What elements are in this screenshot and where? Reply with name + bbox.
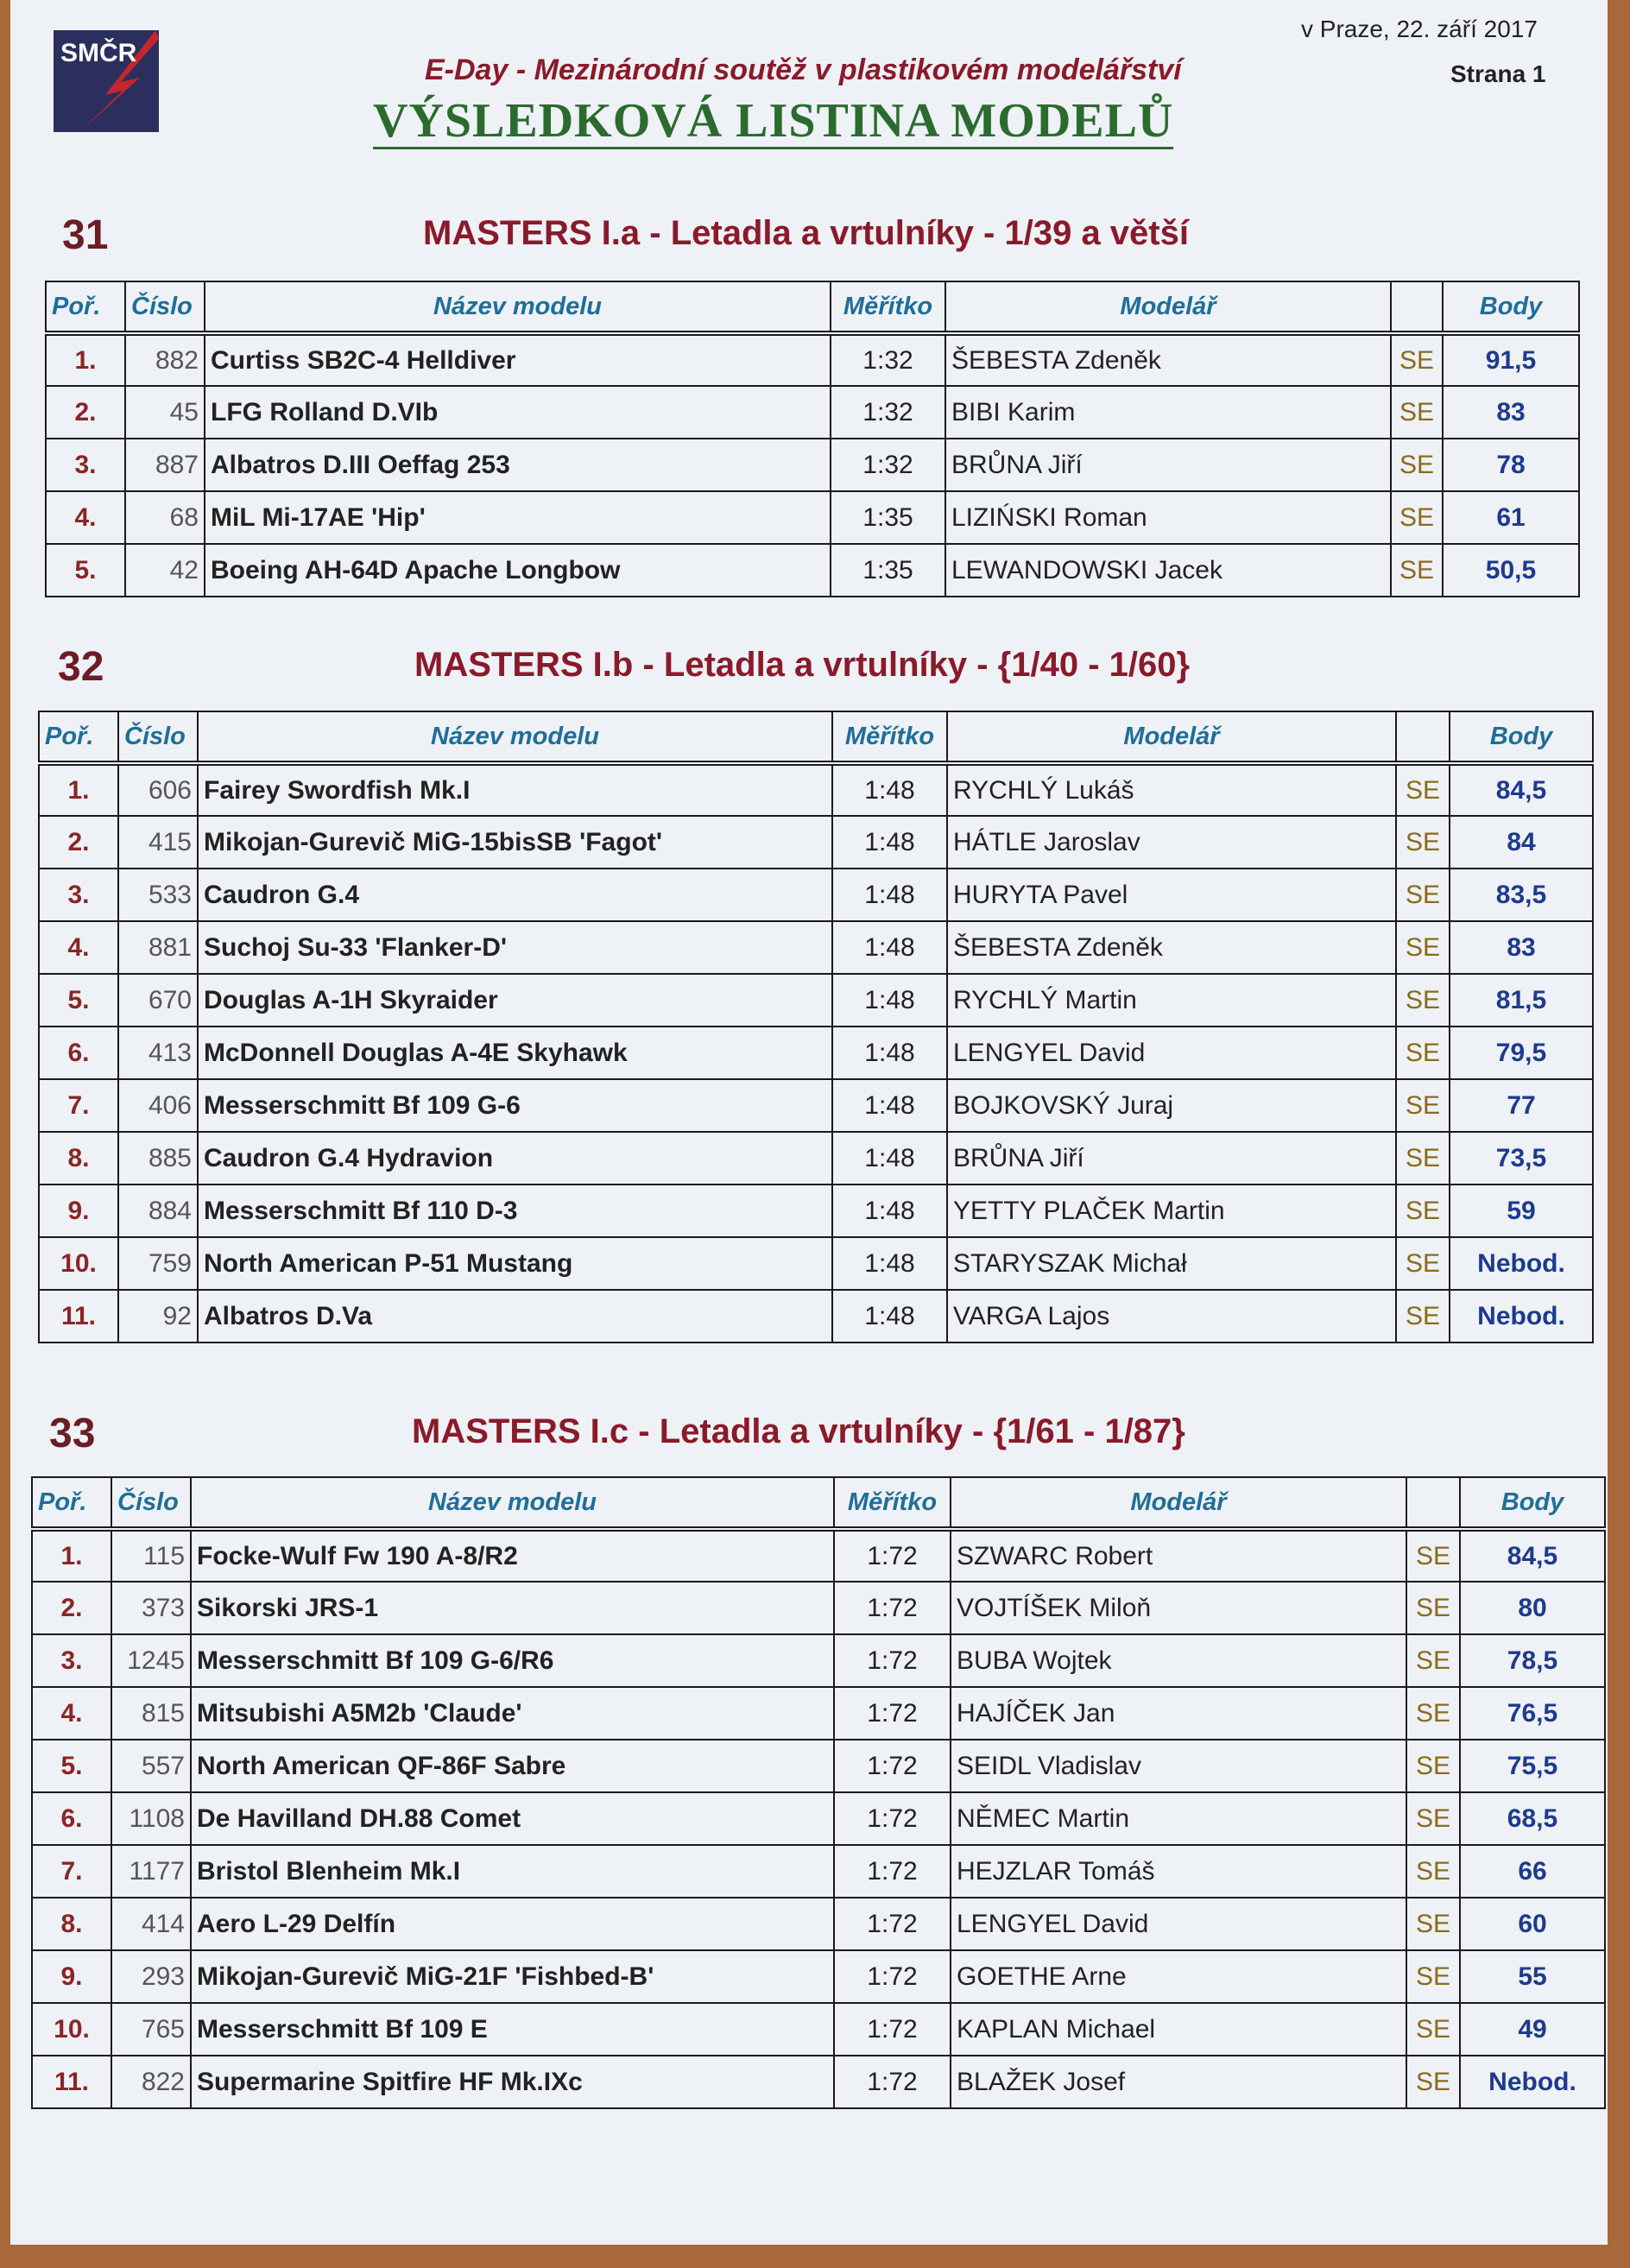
scale-cell: 1:48 [832,1237,947,1290]
modeler-cell: ŠEBESTA Zdeněk [947,921,1396,974]
rank-cell: 4. [39,921,118,974]
column-header-modelar: Modelář [951,1477,1406,1529]
points-cell: 76,5 [1460,1687,1605,1740]
results-table [45,281,1580,597]
rank-cell: 4. [46,491,125,544]
column-header-cislo: Číslo [125,281,205,333]
category-cell: SE [1396,1237,1450,1290]
scale-cell: 1:35 [831,544,945,597]
modeler-cell: LENGYEL David [951,1898,1406,1950]
entry-number-cell: 606 [118,763,198,816]
section-number: 32 [58,644,104,690]
modeler-cell: BOJKOVSKÝ Juraj [947,1079,1396,1132]
section-number: 33 [49,1411,96,1456]
modeler-cell: BRŮNA Jiří [945,439,1391,491]
points-cell: Nebod. [1450,1237,1593,1290]
model-name-cell: Mitsubishi A5M2b 'Claude' [191,1687,834,1740]
column-header-por: Poř. [39,711,118,763]
table-row [39,1237,1593,1290]
column-header-nazev: Název modelu [205,281,831,333]
model-name-cell: Fairey Swordfish Mk.I [198,763,832,816]
rank-cell: 2. [39,816,118,869]
model-name-cell: Albatros D.III Oeffag 253 [205,439,831,491]
model-name-cell: MiL Mi-17AE 'Hip' [205,491,831,544]
column-header-kategorie [1406,1477,1460,1529]
scale-cell: 1:72 [834,1950,951,2003]
scale-cell: 1:32 [831,439,945,491]
table-row [39,1290,1593,1342]
category-cell: SE [1396,869,1450,921]
scale-cell: 1:72 [834,2056,951,2108]
scale-cell: 1:48 [832,816,947,869]
modeler-cell: SZWARC Robert [951,1529,1406,1582]
points-cell: 61 [1443,491,1579,544]
entry-number-cell: 885 [118,1132,198,1185]
table-row [32,1740,1605,1792]
scale-cell: 1:48 [832,763,947,816]
entry-number-cell: 115 [111,1529,191,1582]
category-cell: SE [1406,1634,1460,1687]
rank-cell: 8. [39,1132,118,1185]
rank-cell: 3. [32,1634,111,1687]
column-header-modelar: Modelář [947,711,1396,763]
table-row [32,1845,1605,1898]
entry-number-cell: 670 [118,974,198,1027]
scale-cell: 1:32 [831,333,945,386]
model-name-cell: Douglas A-1H Skyraider [198,974,832,1027]
rank-cell: 4. [32,1687,111,1740]
scale-cell: 1:72 [834,1529,951,1582]
modeler-cell: RYCHLÝ Lukáš [947,763,1396,816]
scale-cell: 1:72 [834,1687,951,1740]
points-cell: 91,5 [1443,333,1579,386]
category-cell: SE [1406,1792,1460,1845]
modeler-cell: VOJTÍŠEK Miloň [951,1582,1406,1634]
points-cell: 59 [1450,1185,1593,1237]
entry-number-cell: 765 [111,2003,191,2056]
entry-number-cell: 293 [111,1950,191,2003]
category-cell: SE [1406,2056,1460,2108]
column-header-por: Poř. [32,1477,111,1529]
table-row [39,921,1593,974]
modeler-cell: YETTY PLAČEK Martin [947,1185,1396,1237]
category-cell: SE [1391,491,1443,544]
rank-cell: 3. [46,439,125,491]
points-cell: 50,5 [1443,544,1579,597]
modeler-cell: LEWANDOWSKI Jacek [945,544,1391,597]
rank-cell: 8. [32,1898,111,1950]
column-header-cislo: Číslo [111,1477,191,1529]
entry-number-cell: 887 [125,439,205,491]
entry-number-cell: 822 [111,2056,191,2108]
logo-text: SMČR [60,39,137,67]
category-cell: SE [1396,1027,1450,1079]
scale-cell: 1:72 [834,2003,951,2056]
column-header-por: Poř. [46,281,125,333]
modeler-cell: NĚMEC Martin [951,1792,1406,1845]
model-name-cell: Caudron G.4 Hydravion [198,1132,832,1185]
results-table [38,711,1594,1343]
table-header-row [39,711,1593,763]
column-header-nazev: Název modelu [198,711,832,763]
category-cell: SE [1396,1132,1450,1185]
scale-cell: 1:72 [834,1634,951,1687]
page-title: VÝSLEDKOVÁ LISTINA MODELŮ [373,94,1174,148]
scale-cell: 1:48 [832,921,947,974]
category-cell: SE [1396,1290,1450,1342]
table-row [32,2056,1605,2108]
model-name-cell: Aero L-29 Delfín [191,1898,834,1950]
table-row [39,869,1593,921]
modeler-cell: BIBI Karim [945,386,1391,439]
modeler-cell: RYCHLÝ Martin [947,974,1396,1027]
column-header-kategorie [1391,281,1443,333]
points-cell: 84,5 [1450,763,1593,816]
rank-cell: 10. [39,1237,118,1290]
table-row [39,974,1593,1027]
category-cell: SE [1406,2003,1460,2056]
section-title: MASTERS I.b - Letadla a vrtulníky - {1/40 - 1/60} [414,646,1191,684]
model-name-cell: Boeing AH-64D Apache Longbow [205,544,831,597]
column-header-modelar: Modelář [945,281,1391,333]
entry-number-cell: 1108 [111,1792,191,1845]
table-row [39,1185,1593,1237]
table-row [32,1634,1605,1687]
entry-number-cell: 415 [118,816,198,869]
table-row [39,1132,1593,1185]
entry-number-cell: 759 [118,1237,198,1290]
points-cell: 73,5 [1450,1132,1593,1185]
table-header-row [46,281,1579,333]
rank-cell: 2. [32,1582,111,1634]
modeler-cell: HÁTLE Jaroslav [947,816,1396,869]
document-date: v Praze, 22. září 2017 [1301,16,1538,42]
column-header-cislo: Číslo [118,711,198,763]
table-row [39,763,1593,816]
rank-cell: 7. [32,1845,111,1898]
category-cell: SE [1396,974,1450,1027]
scale-cell: 1:72 [834,1792,951,1845]
model-name-cell: Focke-Wulf Fw 190 A-8/R2 [191,1529,834,1582]
column-header-meritko: Měřítko [832,711,947,763]
category-cell: SE [1406,1529,1460,1582]
points-cell: 83 [1450,921,1593,974]
modeler-cell: GOETHE Arne [951,1950,1406,2003]
category-cell: SE [1396,1185,1450,1237]
rank-cell: 5. [46,544,125,597]
model-name-cell: Messerschmitt Bf 110 D-3 [198,1185,832,1237]
category-cell: SE [1406,1950,1460,2003]
column-header-body: Body [1443,281,1579,333]
category-cell: SE [1406,1740,1460,1792]
entry-number-cell: 373 [111,1582,191,1634]
rank-cell: 5. [32,1740,111,1792]
entry-number-cell: 1245 [111,1634,191,1687]
section-title: MASTERS I.c - Letadla a vrtulníky - {1/61 - 1/87} [412,1412,1185,1450]
model-name-cell: North American QF-86F Sabre [191,1740,834,1792]
entry-number-cell: 557 [111,1740,191,1792]
entry-number-cell: 414 [111,1898,191,1950]
category-cell: SE [1406,1687,1460,1740]
points-cell: 84 [1450,816,1593,869]
points-cell: 84,5 [1460,1529,1605,1582]
rank-cell: 7. [39,1079,118,1132]
table-row [46,544,1579,597]
table-row [32,1529,1605,1582]
rank-cell: 2. [46,386,125,439]
column-header-kategorie [1396,711,1450,763]
points-cell: 55 [1460,1950,1605,2003]
model-name-cell: Suchoj Su-33 'Flanker-D' [198,921,832,974]
scale-cell: 1:48 [832,869,947,921]
model-name-cell: North American P-51 Mustang [198,1237,832,1290]
entry-number-cell: 92 [118,1290,198,1342]
modeler-cell: HURYTA Pavel [947,869,1396,921]
model-name-cell: Messerschmitt Bf 109 E [191,2003,834,2056]
scale-cell: 1:48 [832,1290,947,1342]
points-cell: Nebod. [1450,1290,1593,1342]
page-number: Strana 1 [1450,60,1546,87]
entry-number-cell: 884 [118,1185,198,1237]
scale-cell: 1:72 [834,1845,951,1898]
points-cell: 75,5 [1460,1740,1605,1792]
points-cell: 68,5 [1460,1792,1605,1845]
section-title: MASTERS I.a - Letadla a vrtulníky - 1/39 a větší [423,214,1189,252]
model-name-cell: LFG Rolland D.VIb [205,386,831,439]
modeler-cell: SEIDL Vladislav [951,1740,1406,1792]
model-name-cell: Supermarine Spitfire HF Mk.IXc [191,2056,834,2108]
table-row [32,1950,1605,2003]
scale-cell: 1:72 [834,1740,951,1792]
rank-cell: 1. [32,1529,111,1582]
category-cell: SE [1391,333,1443,386]
event-subtitle: E-Day - Mezinárodní soutěž v plastikovém modelářství [425,54,1182,86]
model-name-cell: Bristol Blenheim Mk.I [191,1845,834,1898]
section-number: 31 [62,212,109,258]
points-cell: 79,5 [1450,1027,1593,1079]
rank-cell: 3. [39,869,118,921]
scale-cell: 1:72 [834,1582,951,1634]
category-cell: SE [1406,1898,1460,1950]
points-cell: Nebod. [1460,2056,1605,2108]
table-row [32,1792,1605,1845]
model-name-cell: Curtiss SB2C-4 Helldiver [205,333,831,386]
rank-cell: 11. [32,2056,111,2108]
column-header-meritko: Měřítko [834,1477,951,1529]
column-header-body: Body [1460,1477,1605,1529]
results-table [31,1476,1606,2109]
modeler-cell: LENGYEL David [947,1027,1396,1079]
model-name-cell: Sikorski JRS-1 [191,1582,834,1634]
points-cell: 66 [1460,1845,1605,1898]
entry-number-cell: 815 [111,1687,191,1740]
model-name-cell: Messerschmitt Bf 109 G-6/R6 [191,1634,834,1687]
table-row [39,1027,1593,1079]
entry-number-cell: 1177 [111,1845,191,1898]
entry-number-cell: 42 [125,544,205,597]
modeler-cell: LIZIŃSKI Roman [945,491,1391,544]
model-name-cell: McDonnell Douglas A-4E Skyhawk [198,1027,832,1079]
rank-cell: 6. [39,1027,118,1079]
table-row [39,816,1593,869]
points-cell: 77 [1450,1079,1593,1132]
entry-number-cell: 881 [118,921,198,974]
rank-cell: 10. [32,2003,111,2056]
column-header-body: Body [1450,711,1593,763]
smcr-logo [54,30,159,132]
model-name-cell: De Havilland DH.88 Comet [191,1792,834,1845]
rank-cell: 1. [39,763,118,816]
table-row [46,333,1579,386]
scale-cell: 1:32 [831,386,945,439]
modeler-cell: BUBA Wojtek [951,1634,1406,1687]
points-cell: 49 [1460,2003,1605,2056]
scale-cell: 1:48 [832,1132,947,1185]
points-cell: 83 [1443,386,1579,439]
points-cell: 83,5 [1450,869,1593,921]
category-cell: SE [1396,816,1450,869]
category-cell: SE [1406,1845,1460,1898]
points-cell: 60 [1460,1898,1605,1950]
entry-number-cell: 882 [125,333,205,386]
scale-cell: 1:48 [832,1027,947,1079]
category-cell: SE [1396,1079,1450,1132]
scale-cell: 1:48 [832,1185,947,1237]
modeler-cell: VARGA Lajos [947,1290,1396,1342]
model-name-cell: Messerschmitt Bf 109 G-6 [198,1079,832,1132]
rank-cell: 1. [46,333,125,386]
entry-number-cell: 45 [125,386,205,439]
category-cell: SE [1391,544,1443,597]
column-header-meritko: Měřítko [831,281,945,333]
category-cell: SE [1406,1582,1460,1634]
category-cell: SE [1396,921,1450,974]
rank-cell: 9. [32,1950,111,2003]
scale-cell: 1:35 [831,491,945,544]
points-cell: 78 [1443,439,1579,491]
scale-cell: 1:48 [832,974,947,1027]
category-cell: SE [1396,763,1450,816]
points-cell: 78,5 [1460,1634,1605,1687]
entry-number-cell: 406 [118,1079,198,1132]
result-sheet [10,0,1608,2245]
modeler-cell: STARYSZAK Michał [947,1237,1396,1290]
rank-cell: 11. [39,1290,118,1342]
modeler-cell: BLAŽEK Josef [951,2056,1406,2108]
category-cell: SE [1391,386,1443,439]
table-row [32,1898,1605,1950]
table-row [39,1079,1593,1132]
column-header-nazev: Název modelu [191,1477,834,1529]
modeler-cell: ŠEBESTA Zdeněk [945,333,1391,386]
table-row [46,491,1579,544]
model-name-cell: Albatros D.Va [198,1290,832,1342]
model-name-cell: Mikojan-Gurevič MiG-15bisSB 'Fagot' [198,816,832,869]
modeler-cell: KAPLAN Michael [951,2003,1406,2056]
modeler-cell: HAJÍČEK Jan [951,1687,1406,1740]
points-cell: 80 [1460,1582,1605,1634]
table-header-row [32,1477,1605,1529]
modeler-cell: HEJZLAR Tomáš [951,1845,1406,1898]
rank-cell: 6. [32,1792,111,1845]
rank-cell: 5. [39,974,118,1027]
model-name-cell: Mikojan-Gurevič MiG-21F 'Fishbed-B' [191,1950,834,2003]
entry-number-cell: 68 [125,491,205,544]
model-name-cell: Caudron G.4 [198,869,832,921]
table-row [32,1582,1605,1634]
scale-cell: 1:48 [832,1079,947,1132]
modeler-cell: BRŮNA Jiří [947,1132,1396,1185]
table-row [32,2003,1605,2056]
points-cell: 81,5 [1450,974,1593,1027]
entry-number-cell: 533 [118,869,198,921]
table-row [46,386,1579,439]
table-row [46,439,1579,491]
category-cell: SE [1391,439,1443,491]
scale-cell: 1:72 [834,1898,951,1950]
table-row [32,1687,1605,1740]
rank-cell: 9. [39,1185,118,1237]
entry-number-cell: 413 [118,1027,198,1079]
